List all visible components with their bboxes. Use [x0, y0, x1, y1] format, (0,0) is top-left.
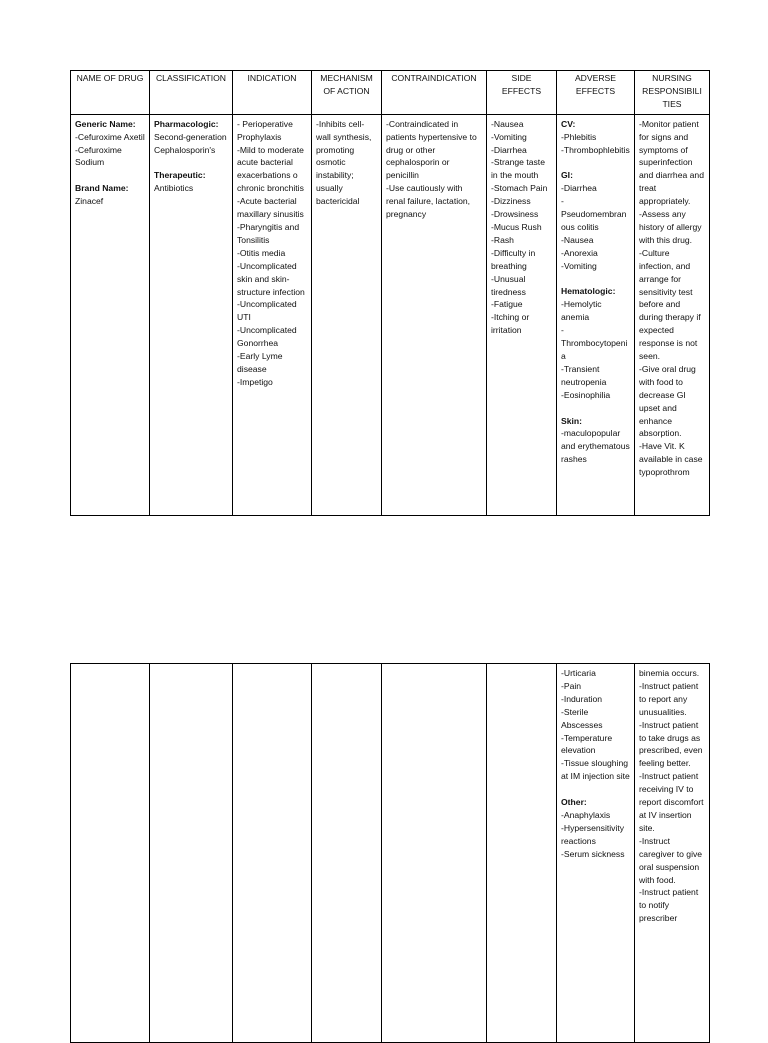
nursing-item: -Assess any history of allergy with this drug. — [639, 209, 702, 245]
header-contraindication: CONTRAINDICATION — [382, 71, 487, 115]
drug-row — [71, 114, 710, 515]
nursing-item: -Instruct patient to notify prescriber — [639, 887, 699, 924]
indication-item: -Uncomplicated Gonorrhea — [237, 325, 297, 349]
adverse-item: -Hemolytic anemia — [561, 299, 602, 323]
contraindication-item: -Use cautiously with renal failure, lactation, pregnancy — [386, 183, 471, 220]
header-mechanism: MECHANISM OF ACTION — [312, 71, 382, 115]
nursing-item: -Give oral drug with food to decrease GI upset and enhance absorption. — [639, 363, 696, 439]
adverse-item: -Tissue sloughing at IM injection site — [561, 758, 630, 782]
adverse-effects-cell — [557, 114, 635, 515]
cv-label: CV: — [561, 118, 576, 129]
adverse-item: -Anaphylaxis — [561, 809, 611, 820]
nursing-item: -Instruct patient receiving IV to report discomfort at IV insertion site. — [639, 771, 704, 833]
adverse-item: -Thrombocytopenia — [561, 325, 628, 361]
classification-cell — [150, 114, 233, 515]
adverse-item: -Induration — [561, 693, 603, 704]
generic-name: -Cefuroxime Axetil — [75, 131, 145, 142]
name-cell — [71, 114, 150, 515]
header-row — [71, 71, 710, 115]
indication-cell-empty — [233, 664, 312, 1043]
side-effect-item: -Rash — [491, 234, 514, 245]
side-effect-item: -Vomiting — [491, 131, 527, 142]
nursing-cell — [635, 114, 710, 515]
indication-item: -Pharyngitis and Tonsilitis — [237, 221, 300, 245]
indication-item: - Perioperative Prophylaxis — [237, 118, 293, 142]
indication-item: -Otitis media — [237, 247, 286, 258]
gi-label: GI: — [561, 170, 573, 181]
name-cell-empty — [71, 664, 150, 1043]
indication-item: -Mild to moderate acute bacterial exacerbations o chronic bronchitis — [237, 144, 304, 194]
adverse-item: -Thrombophlebitis — [561, 144, 630, 155]
indication-item: -Uncomplicated skin and skin-structure infection — [237, 260, 305, 297]
side-effect-item: -Itching or irritation — [491, 312, 530, 336]
drug-study-table-continued — [70, 663, 710, 1043]
other-label: Other: — [561, 797, 587, 808]
adverse-item: -Vomiting — [561, 260, 597, 271]
side-effect-item: -Diarrhea — [491, 144, 527, 155]
mechanism-cell-empty — [312, 664, 382, 1043]
drug-row-continued — [71, 664, 710, 1043]
header-name-of-drug: NAME OF DRUG — [71, 71, 150, 115]
adverse-item: -Transient neutropenia — [561, 363, 607, 387]
header-adverse-effects: ADVERSE EFFECTS — [557, 71, 635, 115]
adverse-item: -Sterile Abscesses — [561, 706, 603, 730]
contraindication-cell-empty — [382, 664, 487, 1043]
adverse-item: -Serum sickness — [561, 848, 625, 859]
adverse-effects-cell-continued — [557, 664, 635, 1043]
adverse-item: -maculopopular and erythematous rashes — [561, 428, 630, 465]
side-effect-item: -Difficulty in breathing — [491, 247, 536, 271]
nursing-item: -Instruct patient to take drugs as prescribed, even feeling better. — [639, 719, 703, 769]
adverse-item: -Temperature elevation — [561, 732, 613, 756]
side-effect-item: -Strange taste in the mouth — [491, 157, 545, 181]
pharmacologic-class: Second-generation Cephalosporin's — [154, 131, 227, 155]
indication-item: -Uncomplicated UTI — [237, 299, 297, 323]
side-effect-item: -Stomach Pain — [491, 183, 548, 194]
classification-cell-empty — [150, 664, 233, 1043]
indication-item: -Acute bacterial maxillary sinusitis — [237, 196, 304, 220]
skin-label: Skin: — [561, 415, 583, 426]
adverse-item: -Pain — [561, 680, 582, 691]
indication-cell — [233, 114, 312, 515]
adverse-item: -Hypersensitivity reactions — [561, 822, 625, 846]
side-effect-item: -Nausea — [491, 118, 524, 129]
side-effects-cell-empty — [487, 664, 557, 1043]
mechanism-cell — [312, 114, 382, 515]
header-side-effects: SIDE EFFECTS — [487, 71, 557, 115]
adverse-item: -Pseudomembranous colitis — [561, 196, 627, 232]
header-nursing: NURSING RESPONSIBILI TIES — [635, 71, 710, 115]
side-effect-item: -Fatigue — [491, 299, 523, 310]
nursing-item: -Culture infection, and arrange for sensitivity test before and during therapy if expected response is not seen. — [639, 247, 701, 362]
side-effect-item: -Mucus Rush — [491, 221, 542, 232]
indication-item: -Early Lyme disease — [237, 351, 283, 374]
nursing-cell-continued — [635, 664, 710, 1043]
side-effects-cell — [487, 114, 557, 515]
adverse-item: -Urticaria — [561, 668, 596, 678]
adverse-item: -Anorexia — [561, 247, 598, 258]
nursing-item: -Instruct caregiver to give oral suspension with food. — [639, 835, 703, 885]
contraindication-item: -Contraindicated in patients hypertensive to drug or other cephalosporin or penicillin — [386, 118, 477, 181]
nursing-item: -Instruct patient to report any unusualities. — [639, 680, 699, 717]
header-classification: CLASSIFICATION — [150, 71, 233, 115]
side-effect-item: -Dizziness — [491, 196, 531, 207]
adverse-item: -Nausea — [561, 234, 594, 245]
adverse-item: -Diarrhea — [561, 183, 597, 194]
side-effect-item: -Drowsiness — [491, 209, 539, 220]
contraindication-cell — [382, 114, 487, 515]
side-effect-item: -Unusual tiredness — [491, 273, 526, 297]
therapeutic-class: Antibiotics — [154, 183, 194, 194]
adverse-item: -Phlebitis — [561, 131, 597, 142]
generic-name-label: Generic Name: — [75, 118, 136, 129]
nursing-item: -Monitor patient for signs and symptoms of superinfection and diarrhea and treat appropriately. — [639, 118, 704, 207]
generic-name: -Cefuroxime Sodium — [75, 144, 122, 168]
mechanism-text: -Inhibits cell-wall synthesis, promoting osmotic instability; usually bactericidal — [316, 118, 372, 207]
drug-study-table — [70, 70, 710, 516]
hematologic-label: Hematologic: — [561, 286, 616, 297]
nursing-item: -Have Vit. K available in case typoprothrom — [639, 441, 703, 478]
brand-name: Zinacef — [75, 196, 104, 207]
therapeutic-label: Therapeutic: — [154, 170, 206, 181]
adverse-item: -Eosinophilia — [561, 389, 611, 400]
header-indication: INDICATION — [233, 71, 312, 115]
nursing-item: binemia occurs. — [639, 668, 700, 678]
brand-name-label: Brand Name: — [75, 183, 129, 194]
pharmacologic-label: Pharmacologic: — [154, 118, 219, 129]
indication-item: -Impetigo — [237, 376, 273, 387]
